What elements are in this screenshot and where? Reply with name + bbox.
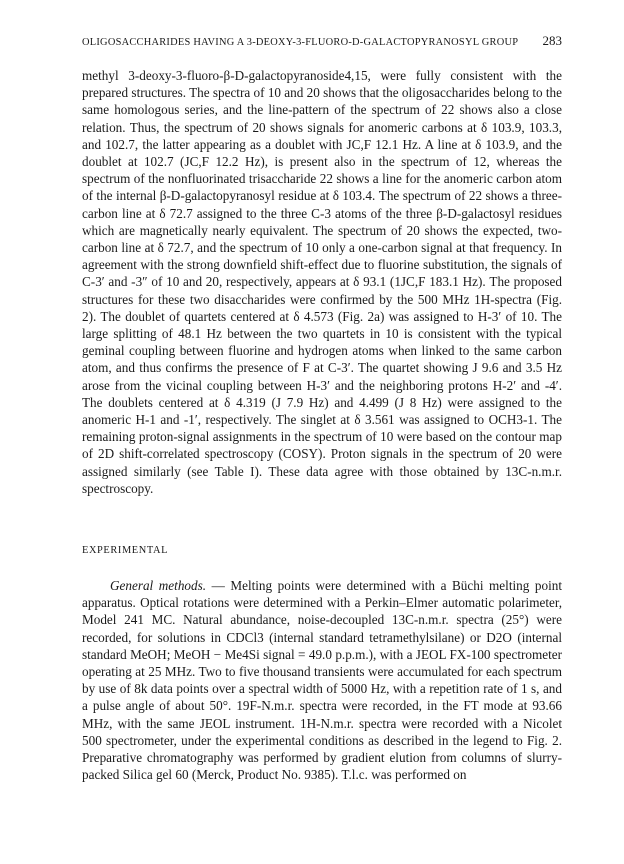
page-number: 283 xyxy=(542,33,562,48)
general-methods-subhead: General methods. xyxy=(110,578,207,593)
running-head xyxy=(82,33,562,49)
running-title: OLIGOSACCHARIDES HAVING A 3-DEOXY-3-FLUORO-D-GALACTOPYRANOSYL GROUP xyxy=(82,37,519,48)
general-methods-section xyxy=(82,577,562,783)
section-heading-experimental: EXPERIMENTAL xyxy=(82,545,169,556)
general-methods-text: Melting points were determined with a Büchi melting point apparatus. Optical rotations were determined with a Perkin–Elmer automatic polarimeter, Model 241 MC. Natural abundance, noise-decoupled 13C-n.m.r. spectra (25°) were recorded, for solutions in CDCl3 (internal standard tetramethylsilane) or D2O (internal standard MeOH; MeOH − Me4Si signal = 49.0 p.p.m.), with a JEOL FX-100 spectrometer operating at 25 MHz. Two to five thousand transients were accumulated for each spectrum by use of 8k data points over a spectral width of 5000 Hz, with a repetition rate of 1 s, and a pulse angle of about 50°. 19F-N.m.r. spectra were recorded, in the FT mode at 93.66 MHz, with the same JEOL instrument. 1H-N.m.r. spectra were recorded with a Nicolet 500 spectrometer, under the experimental conditions as described in the legend to Fig. 2. Preparative chromatography was performed by gradient elution from columns of slurry-packed Silica gel 60 (Merck, Product No. 9385). T.l.c. was performed on xyxy=(82,578,563,783)
results-paragraph: methyl 3-deoxy-3-fluoro-β-D-galactopyranoside4,15, were fully consistent with the prepared structures. The spectra of 10 and 20 shows that the oligosaccharides belong to the same homologous series, and the line-pattern of the spectrum of 22 shows also a close relation. Thus, the spectrum of 20 shows signals for anomeric carbons at δ 103.9, 103.3, and 102.7, the latter appearing as a doublet with JC,F 12.1 Hz. A line at δ 103.9, and the doublet at 102.7 (JC,F 12.2 Hz), is present also in the spectrum of 12, whereas the spectrum of the nonfluorinated trisaccharide 22 shows a line for the anomeric carbon atom of the internal β-D-galactopyranosyl residue at δ 103.4. The spectrum of 22 shows a three-carbon line at δ 72.7 assigned to the three C-3 atoms of the three β-D-galactosyl residues which are magnetically nearly equivalent. The spectrum of 20 shows the expected, two-carbon line at δ 72.7, and the spectrum of 10 only a one-carbon signal at that frequency. In agreement with the strong downfield shift-effect due to fluorine substitution, the signals of C-3′ and -3″ of 10 and 20, respectively, appears at δ 93.1 (1JC,F 183.1 Hz). The proposed structures for these two disaccharides were confirmed by the 500 MHz 1H-spectra (Fig. 2). The doublet of quartets centered at δ 4.573 (Fig. 2a) was assigned to H-3′ of 10. The large splitting of 48.1 Hz between the two quartets in 10 is consistent with the typical geminal coupling between fluorine and hydrogen atoms when linked to the same carbon atom, and thus confirms the presence of F at C-3′. The quartet showing J 9.6 and 3.5 Hz arose from the vicinal coupling between H-3′ and the neighboring protons H-2′ and -4′. The doublets centered at δ 4.319 (J 7.9 Hz) and 4.499 (J 8 Hz) were assigned to the anomeric H-1 and -1′, respectively. The singlet at δ 3.561 was assigned to OCH3-1. The remaining proton-signal assignments in the spectrum of 10 were based on the contour map of 2D shift-correlated spectroscopy (COSY). Proton signals in the spectrum of 20 were assigned similarly (see Table I). These data agree with those obtained by 13C-n.m.r. spectroscopy. xyxy=(82,68,562,496)
subhead-dash: — xyxy=(206,578,231,593)
results-discussion-text xyxy=(82,67,562,497)
general-methods-paragraph xyxy=(82,577,562,783)
